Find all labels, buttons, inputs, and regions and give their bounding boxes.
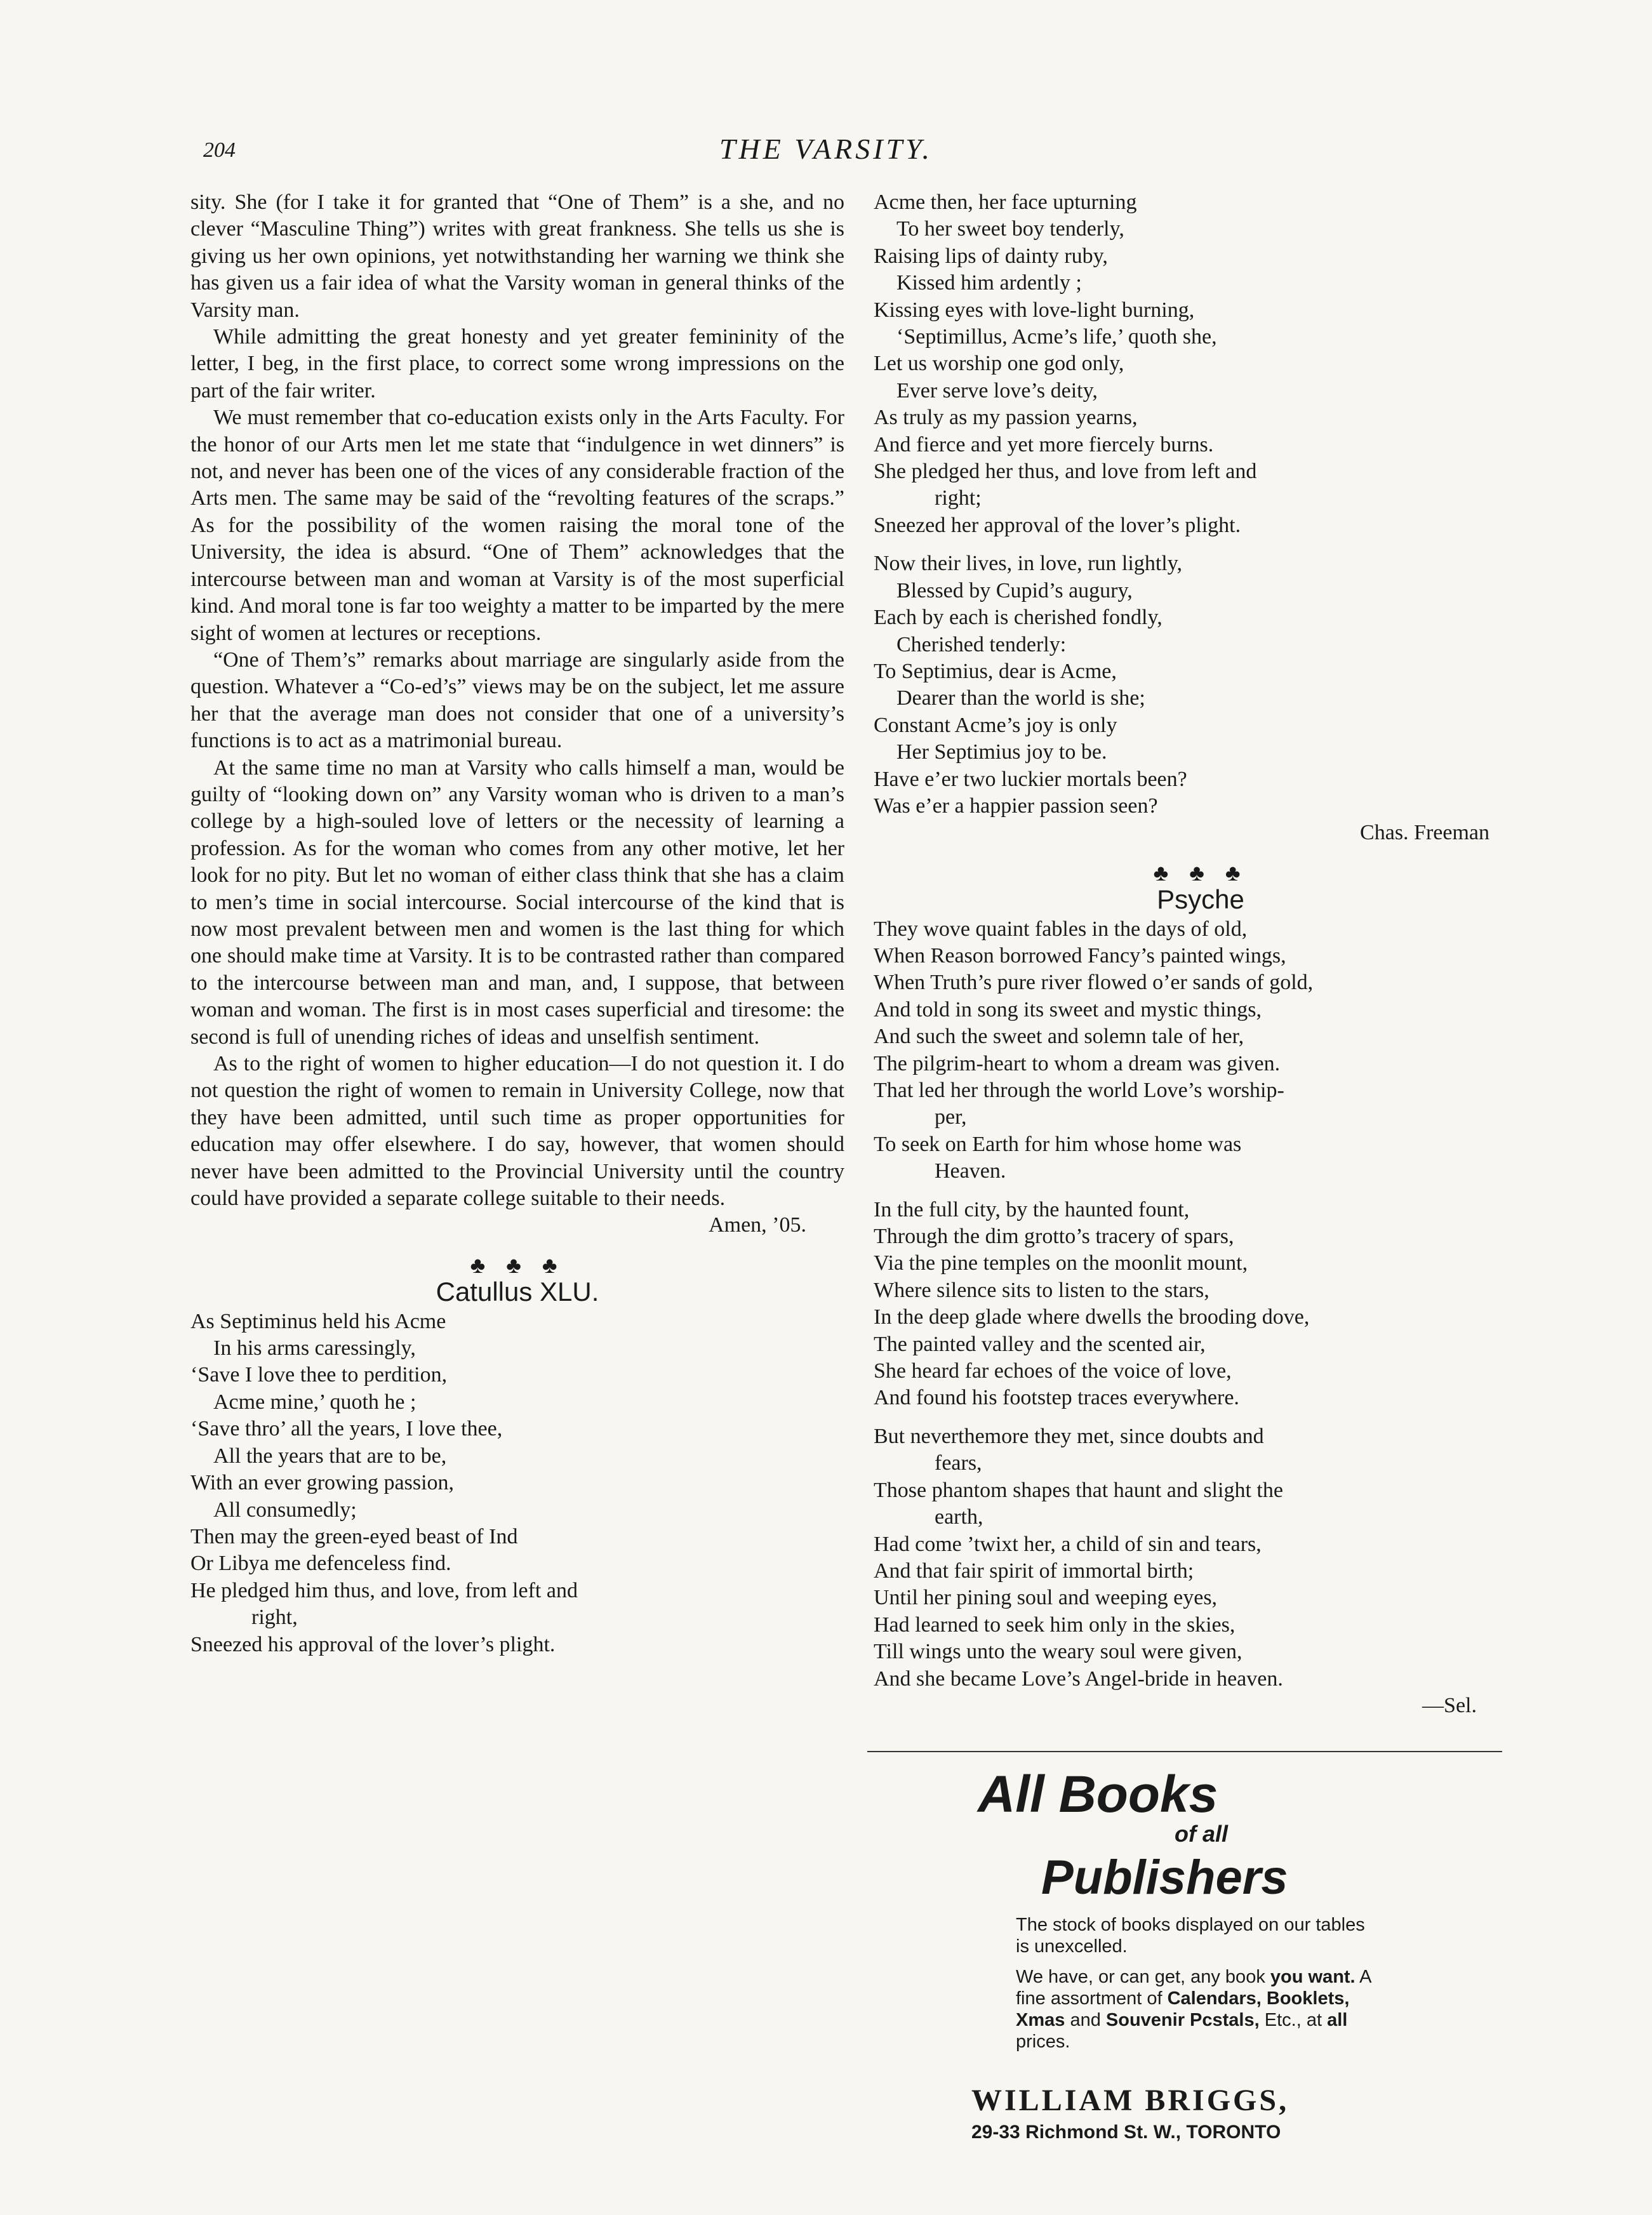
poem-line: In the full city, by the haunted fount, <box>874 1197 1190 1221</box>
ad-text: The stock of books displayed on our tables is unexcelled. <box>1016 1915 1365 1957</box>
poem-line: That led her through the world Love’s worship- <box>874 1079 1284 1102</box>
poem-line: But neverthemore they met, since doubts and <box>874 1424 1264 1448</box>
page-number: 204 <box>203 138 236 162</box>
poem-line: Raising lips of dainty ruby, <box>874 244 1108 268</box>
poem-line: To seek on Earth for him whose home was <box>874 1132 1242 1156</box>
right-column <box>874 189 1528 1719</box>
ad-text-part: Etc., at <box>1264 2010 1322 2030</box>
paragraph: “One of Them’s” remarks about marriage are singularly aside from the question. Whatever a “Co-ed’s” views may be on the subject, let me assure her that the average man does not consider that one of a university’s functions is to act as a matrimonial bureau. <box>190 648 844 753</box>
poem-line: Each by each is cherished fondly, <box>874 606 1162 630</box>
poem-signature: —Sel. <box>1422 1693 1477 1717</box>
ad-text-part: prices. <box>1016 2032 1070 2052</box>
poem-line: All the years that are to be, <box>213 1444 447 1468</box>
poem-line: The painted valley and the scented air, <box>874 1332 1206 1356</box>
left-column <box>190 189 844 1658</box>
paragraph: While admitting the great honesty and yet greater femininity of the letter, I beg, in the first place, to correct some wrong impressions on the part of the fair writer. <box>190 325 844 402</box>
poem-line: Was e’er a happier passion seen? <box>874 794 1158 818</box>
paragraph: As to the right of women to higher education—I do not question it. I do not question the right of women to remain in University College, now that they have been admitted, until such time as proper opportunities for education may offer elsewhere. I do say, however, that women should never have been admitted to the Provincial University until the country could have provided a separate college suitable to their needs. <box>190 1052 844 1211</box>
poem-line: Had come ’twixt her, a child of sin and tears, <box>874 1532 1262 1556</box>
ad-text-part: and <box>1070 2010 1101 2030</box>
poem-line: Those phantom shapes that haunt and slight the <box>874 1478 1283 1502</box>
poem-line: right, <box>251 1606 298 1630</box>
poem-catullus-continued <box>874 189 1528 847</box>
ad-address: 29-33 Richmond St. W., TORONTO <box>971 2122 1281 2143</box>
poem-line: Ever serve love’s deity, <box>896 378 1098 402</box>
poem-line: ‘Septimillus, Acme’s life,’ quoth she, <box>896 325 1217 349</box>
ad-text-bold: all <box>1327 2010 1348 2030</box>
ad-headline: All Books <box>978 1766 1218 1823</box>
poem-line: She pledged her thus, and love from left and <box>874 460 1257 484</box>
poem-line: And found his footstep traces everywhere. <box>874 1386 1239 1410</box>
poem-psyche <box>874 916 1528 1720</box>
article-signature: Amen, ’05. <box>709 1213 806 1237</box>
clover-ornament-icon: ♣ ♣ ♣ <box>470 1252 565 1278</box>
poem-line: Now their lives, in love, run lightly, <box>874 552 1183 576</box>
poem-line: Had learned to seek him only in the skies, <box>874 1613 1236 1637</box>
poem-line: In his arms caressingly, <box>213 1336 416 1360</box>
poem-line: And she became Love’s Angel-bride in heaven. <box>874 1666 1283 1691</box>
poem-line: All consumedly; <box>213 1498 357 1522</box>
poem-catullus <box>190 1308 844 1658</box>
poem-line: The pilgrim-heart to whom a dream was given. <box>874 1051 1281 1075</box>
paragraph: At the same time no man at Varsity who calls himself a man, would be guilty of “looking down on” any Varsity woman who is driven to a man’s college by a high-souled love of letters or the necessity of learning a profession. As for the woman who comes from any other motive, let her look for no pity. But let no woman of either class think that she has a claim to men’s time in social intercourse. Social intercourse of the kind that is now most prevalent between men and women is the last thing for which one should make time at Varsity. It is to be contrasted rather than compared to the intercourse between man and man, and, I suppose, that between woman and woman. The first is in most cases superficial and tiresome: the second is full of unending riches of ideas and unselfish sentiment. <box>190 755 844 1049</box>
poem-title: Catullus XLU. <box>436 1277 599 1307</box>
poem-line: When Reason borrowed Fancy’s painted wings, <box>874 943 1286 968</box>
ad-text-bold: you want. <box>1270 1967 1356 1987</box>
poem-line: Constant Acme’s joy is only <box>874 713 1117 737</box>
poem-line: Through the dim grotto’s tracery of spars, <box>874 1225 1234 1249</box>
poem-line: Then may the green-eyed beast of Ind <box>190 1524 518 1548</box>
poem-line: When Truth’s pure river flowed o’er sands of gold, <box>874 971 1314 995</box>
poem-line: To Septimius, dear is Acme, <box>874 659 1117 683</box>
poem-line: In the deep glade where dwells the brooding dove, <box>874 1305 1310 1329</box>
poem-line: fears, <box>935 1451 982 1475</box>
poem-line: Acme mine,’ quoth he ; <box>213 1390 416 1414</box>
paragraph: We must remember that co-education exists only in the Arts Faculty. For the honor of our Arts men let me state that “indulgence in wet dinners” is not, and never has been one of the vices of any considerable fraction of the Arts men. The same may be said of the “revolting features of the scraps.” As for the possibility of the women raising the moral tone of the University, the idea is absurd. “One of Them” acknowledges that the intercourse between man and woman at Varsity is of the most superficial kind. And moral tone is far too weighty a matter to be imparted by the mere sight of women at lectures or receptions. <box>190 406 844 645</box>
poem-line: earth, <box>935 1505 983 1529</box>
poem-line: And told in song its sweet and mystic things, <box>874 997 1262 1021</box>
poem-line: Kissing eyes with love-light burning, <box>874 298 1195 322</box>
poem-line: ‘Save thro’ all the years, I love thee, <box>190 1417 503 1441</box>
poem-line: Blessed by Cupid’s augury, <box>896 578 1133 602</box>
poem-line: He pledged him thus, and love, from left and <box>190 1578 578 1602</box>
poem-line: They wove quaint fables in the days of old, <box>874 917 1248 941</box>
poem-line: Dearer than the world is she; <box>896 686 1145 710</box>
poem-line: Or Libya me defenceless find. <box>190 1552 451 1576</box>
poem-line: Her Septimius joy to be. <box>896 740 1107 764</box>
ad-text-part: We have, or can get, any book <box>1016 1967 1265 1987</box>
ad-subheadline: of all <box>1175 1821 1229 1847</box>
poem-line: Acme then, her face upturning <box>874 190 1137 214</box>
poem-line: As truly as my passion yearns, <box>874 406 1138 430</box>
poem-line: As Septiminus held his Acme <box>190 1309 446 1333</box>
section-divider <box>867 1751 1502 1752</box>
poem-line: Till wings unto the weary soul were given, <box>874 1640 1242 1664</box>
poem-title: Psyche <box>1157 884 1244 915</box>
poem-line: Sneezed his approval of the lover’s plight. <box>190 1632 556 1656</box>
poem-line: With an ever growing passion, <box>190 1471 455 1495</box>
poem-line: Cherished tenderly: <box>896 632 1067 656</box>
poem-line: Kissed him ardently ; <box>896 271 1082 295</box>
poem-line: And fierce and yet more fiercely burns. <box>874 432 1214 456</box>
poem-line: right; <box>935 486 982 510</box>
clover-ornament-icon: ♣ ♣ ♣ <box>1153 860 1248 886</box>
ad-text-bold: Souvenir Pcstals, <box>1105 2010 1260 2030</box>
running-title: THE VARSITY. <box>719 133 933 165</box>
poem-line: ‘Save I love thee to perdition, <box>190 1363 448 1387</box>
poem-line: Have e’er two luckier mortals been? <box>874 767 1187 791</box>
ad-text-part: A fine assortment of <box>1016 1967 1371 2009</box>
poem-line: And such the sweet and solemn tale of her, <box>874 1025 1244 1049</box>
paragraph: sity. She (for I take it for granted that “One of Them” is a she, and no clever “Masculine Thing”) writes with great frankness. She tells us she is giving us her own opinions, yet notwithstanding her warning we think she has given us a fair idea of what the Varsity woman in general thinks of the Varsity man. <box>190 190 844 322</box>
poem-line: Where silence sits to listen to the stars, <box>874 1278 1209 1302</box>
poem-line: She heard far echoes of the voice of love, <box>874 1359 1232 1383</box>
ad-text <box>1016 1966 1371 2052</box>
ad-company-name: WILLIAM BRIGGS, <box>971 2084 1289 2117</box>
poem-line: per, <box>935 1105 967 1129</box>
ad-text-bold: Calendars, Booklets, Xmas <box>1016 1988 1350 2030</box>
poem-line: Heaven. <box>935 1159 1006 1183</box>
poem-signature: Chas. Freeman <box>1360 821 1489 845</box>
poem-line: Sneezed her approval of the lover’s plight. <box>874 513 1241 537</box>
poem-line: To her sweet boy tenderly, <box>896 217 1124 241</box>
ad-headline: Publishers <box>1041 1851 1288 1905</box>
poem-line: Let us worship one god only, <box>874 352 1124 376</box>
advertisement <box>971 1765 1454 2143</box>
poem-line: Until her pining soul and weeping eyes, <box>874 1586 1218 1610</box>
poem-line: And that fair spirit of immortal birth; <box>874 1559 1194 1583</box>
poem-line: Via the pine temples on the moonlit mount, <box>874 1251 1248 1275</box>
